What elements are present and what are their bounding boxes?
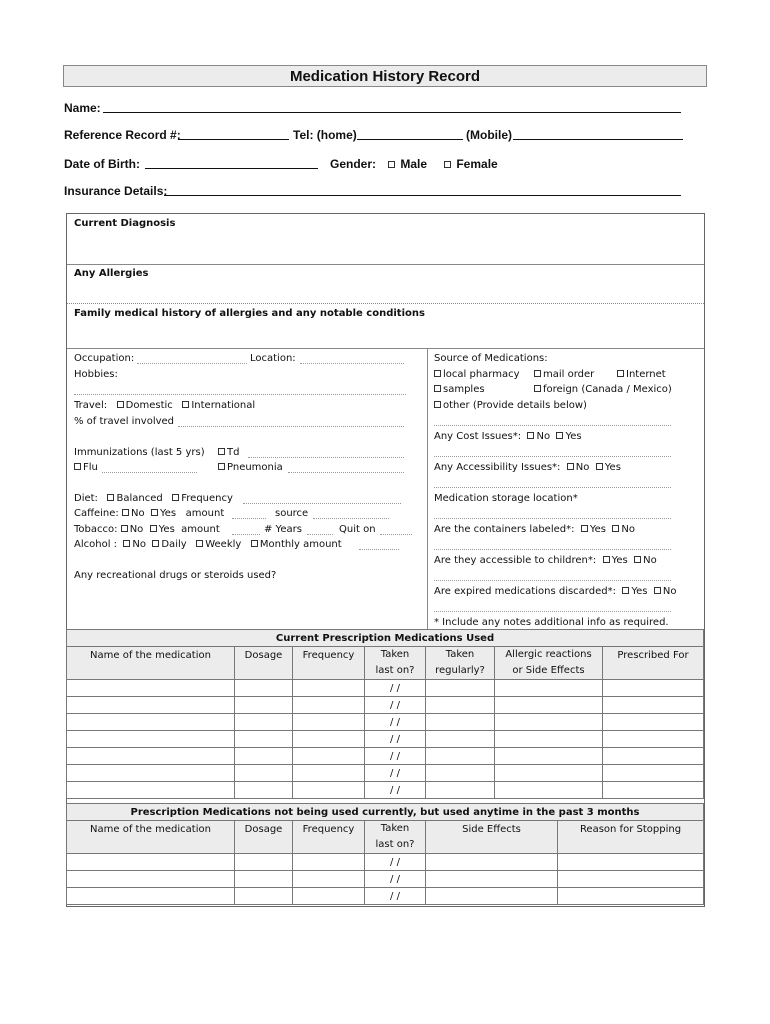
- other-label: other (Provide details below): [443, 400, 587, 411]
- male-option[interactable]: [388, 157, 427, 171]
- checkbox-icon[interactable]: [150, 525, 157, 532]
- no-label: No: [662, 586, 677, 597]
- cell[interactable]: [293, 782, 365, 799]
- cell[interactable]: [293, 871, 365, 888]
- checkbox-icon[interactable]: [251, 540, 258, 547]
- checkbox-icon[interactable]: [434, 401, 441, 408]
- children-row: [434, 554, 657, 567]
- date-cell[interactable]: / /: [365, 765, 426, 782]
- cell[interactable]: [495, 782, 603, 799]
- cell[interactable]: [558, 854, 704, 871]
- cell[interactable]: [235, 714, 293, 731]
- checkbox-icon[interactable]: [534, 385, 541, 392]
- td-field[interactable]: [248, 445, 404, 458]
- cell[interactable]: [67, 782, 235, 799]
- cell[interactable]: [67, 854, 235, 871]
- cell[interactable]: [293, 765, 365, 782]
- checkbox-icon[interactable]: [603, 556, 610, 563]
- cell[interactable]: [426, 888, 558, 905]
- immunizations-label: Immunizations (last 5 yrs): [74, 447, 205, 458]
- percent-travel-field[interactable]: [178, 414, 404, 427]
- international-label: International: [191, 400, 256, 411]
- cell[interactable]: [67, 714, 235, 731]
- travel-row: [74, 399, 255, 412]
- checkbox-icon[interactable]: [444, 161, 451, 168]
- reference-label: Reference Record #:: [64, 128, 181, 142]
- mobile-label: (Mobile): [466, 128, 512, 142]
- cell[interactable]: [67, 680, 235, 697]
- checkbox-icon[interactable]: [612, 525, 619, 532]
- cell[interactable]: [558, 871, 704, 888]
- pneumonia-label: Pneumonia: [227, 462, 283, 473]
- checkbox-icon[interactable]: [122, 509, 129, 516]
- col-prescribed-header: Prescribed For: [603, 647, 704, 680]
- caffeine-amount-field[interactable]: [232, 506, 266, 519]
- reference-field[interactable]: [178, 127, 289, 140]
- checkbox-icon[interactable]: [152, 540, 159, 547]
- past-meds-table: [66, 803, 704, 905]
- cell[interactable]: [495, 680, 603, 697]
- cell[interactable]: [293, 731, 365, 748]
- labeled-label: Are the containers labeled*:: [434, 524, 575, 535]
- cell[interactable]: [293, 748, 365, 765]
- source-meds-label: Source of Medications:: [434, 353, 548, 364]
- table-row: [67, 765, 704, 782]
- yes-label: Yes: [158, 524, 175, 535]
- col-allergic-header: [495, 647, 603, 680]
- pharmacy-option: [434, 368, 520, 381]
- percent-travel-label: % of travel involved: [74, 416, 175, 427]
- cell[interactable]: [235, 697, 293, 714]
- cost-issues-field[interactable]: [434, 444, 671, 457]
- checkbox-icon[interactable]: [196, 540, 203, 547]
- alcohol-label: Alcohol :: [74, 539, 118, 550]
- cell[interactable]: [558, 888, 704, 905]
- cell[interactable]: [603, 697, 704, 714]
- daily-label: Daily: [161, 539, 187, 550]
- checkbox-icon[interactable]: [527, 432, 534, 439]
- mobile-field[interactable]: [513, 127, 683, 140]
- gender-label: Gender:: [330, 157, 377, 171]
- hobbies-field[interactable]: [74, 382, 406, 395]
- female-label: Female: [456, 157, 498, 171]
- name-field[interactable]: [103, 100, 681, 113]
- cell[interactable]: [426, 765, 495, 782]
- no-label: No: [621, 524, 635, 535]
- local-pharmacy-label: local pharmacy: [443, 369, 520, 380]
- occupation-label: Occupation:: [74, 353, 135, 364]
- taken-line-2: last on?: [375, 665, 415, 676]
- caffeine-row: [74, 507, 224, 520]
- date-cell[interactable]: / /: [365, 731, 426, 748]
- internet-label: Internet: [626, 369, 666, 380]
- cell[interactable]: [293, 680, 365, 697]
- amount-label: amount: [185, 508, 225, 519]
- pneumonia-option: [218, 461, 283, 474]
- checkbox-icon[interactable]: [151, 509, 158, 516]
- diet-row: [74, 492, 233, 505]
- table-row: [67, 714, 704, 731]
- any-allergies-label: Any Allergies: [74, 268, 149, 279]
- checkbox-icon[interactable]: [534, 370, 541, 377]
- checkbox-icon[interactable]: [388, 161, 395, 168]
- cell[interactable]: [426, 680, 495, 697]
- cell[interactable]: [235, 888, 293, 905]
- checkbox-icon[interactable]: [617, 370, 624, 377]
- internet-option: [617, 368, 666, 381]
- storage-field[interactable]: [434, 506, 671, 519]
- pneumonia-field[interactable]: [288, 460, 404, 473]
- diet-label: Diet:: [74, 493, 98, 504]
- yes-label: Yes: [589, 524, 606, 535]
- checkbox-icon[interactable]: [434, 370, 441, 377]
- storage-label: Medication storage location*: [434, 493, 578, 504]
- location-label: Location:: [250, 353, 296, 364]
- flu-label: Flu: [83, 462, 98, 473]
- taken-line-2: last on?: [375, 839, 415, 850]
- cell[interactable]: [293, 888, 365, 905]
- checkbox-icon[interactable]: [172, 494, 179, 501]
- past-meds-title: Prescription Medications not being used currently, but used anytime in the past 3 months: [67, 804, 704, 821]
- col-taken-header: [365, 647, 426, 680]
- col-reason-header: Reason for Stopping: [558, 821, 704, 854]
- table-row: [67, 748, 704, 765]
- family-history-label: Family medical history of allergies and any notable conditions: [74, 308, 425, 319]
- balanced-label: Balanced: [116, 493, 163, 504]
- taken-line-1: Taken: [380, 823, 410, 834]
- frequency-label: Frequency: [181, 493, 233, 504]
- alcohol-monthly-field[interactable]: [359, 537, 399, 550]
- cell[interactable]: [495, 714, 603, 731]
- tobacco-label: Tobacco:: [74, 524, 118, 535]
- flu-field[interactable]: [102, 460, 197, 473]
- cell[interactable]: [426, 731, 495, 748]
- notes-footnote: * Include any notes additional info as required.: [434, 617, 669, 628]
- table-row: [67, 680, 704, 697]
- weekly-label: Weekly: [205, 539, 242, 550]
- drugs-label: Any recreational drugs or steroids used?: [74, 570, 277, 581]
- td-option: [218, 446, 239, 459]
- checkbox-icon[interactable]: [107, 494, 114, 501]
- cell[interactable]: [426, 854, 558, 871]
- taken-line-1: Taken: [380, 649, 410, 660]
- divider: [67, 348, 704, 349]
- date-cell[interactable]: / /: [365, 854, 426, 871]
- foreign-option: [534, 383, 672, 396]
- cell[interactable]: [235, 680, 293, 697]
- date-cell[interactable]: / /: [365, 697, 426, 714]
- page-title: Medication History Record: [63, 65, 707, 87]
- col-side-effects-header: Side Effects: [426, 821, 558, 854]
- checkbox-icon[interactable]: [596, 463, 603, 470]
- domestic-label: Domestic: [125, 400, 173, 411]
- table-row: [67, 782, 704, 799]
- cell[interactable]: [426, 714, 495, 731]
- cell[interactable]: [426, 748, 495, 765]
- tobacco-years-field[interactable]: [307, 522, 333, 535]
- cell[interactable]: [67, 731, 235, 748]
- checkbox-icon[interactable]: [218, 463, 225, 470]
- tel-home-label: Tel: (home): [293, 128, 357, 142]
- amount-label: amount: [181, 524, 220, 535]
- col-dosage-header: Dosage: [235, 821, 293, 854]
- labeled-field[interactable]: [434, 537, 671, 550]
- cost-issues-row: [434, 430, 582, 443]
- cell[interactable]: [67, 765, 235, 782]
- col-name-header: Name of the medication: [67, 647, 235, 680]
- diet-frequency-field[interactable]: [243, 491, 401, 504]
- col-name-header: Name of the medication: [67, 821, 235, 854]
- divider: [67, 264, 704, 265]
- yes-label: Yes: [604, 462, 621, 473]
- cell[interactable]: [603, 680, 704, 697]
- foreign-label: foreign (Canada / Mexico): [543, 384, 672, 395]
- checkbox-icon[interactable]: [218, 448, 225, 455]
- yes-label: Yes: [611, 555, 628, 566]
- name-label: Name:: [64, 101, 101, 115]
- caffeine-source-field[interactable]: [313, 506, 389, 519]
- cell[interactable]: [235, 748, 293, 765]
- cell[interactable]: [603, 782, 704, 799]
- location-field[interactable]: [300, 351, 404, 364]
- table-row: [67, 854, 704, 871]
- no-label: No: [129, 524, 144, 535]
- alcohol-row: [74, 538, 342, 551]
- no-label: No: [130, 508, 145, 519]
- cell[interactable]: [67, 888, 235, 905]
- cell[interactable]: [426, 782, 495, 799]
- checkbox-icon[interactable]: [581, 525, 588, 532]
- samples-label: samples: [443, 384, 485, 395]
- checkbox-icon[interactable]: [74, 463, 81, 470]
- cell[interactable]: [67, 697, 235, 714]
- date-cell[interactable]: / /: [365, 714, 426, 731]
- no-label: No: [575, 462, 590, 473]
- male-label: Male: [400, 157, 428, 171]
- travel-label: Travel:: [74, 400, 108, 411]
- insurance-label: Insurance Details:: [64, 184, 168, 198]
- col-taken-header: [365, 821, 426, 854]
- cell[interactable]: [293, 854, 365, 871]
- cell[interactable]: [603, 765, 704, 782]
- cell[interactable]: [603, 748, 704, 765]
- expired-row: [434, 585, 676, 598]
- other-details-field[interactable]: [434, 413, 671, 426]
- no-label: No: [643, 555, 657, 566]
- children-label: Are they accessible to children*:: [434, 555, 597, 566]
- no-label: No: [132, 539, 146, 550]
- checkbox-icon[interactable]: [117, 401, 124, 408]
- cell[interactable]: [67, 871, 235, 888]
- column-divider: [427, 349, 428, 629]
- date-cell[interactable]: / /: [365, 782, 426, 799]
- divider: [67, 303, 704, 304]
- col-frequency-header: Frequency: [293, 821, 365, 854]
- cell[interactable]: [235, 871, 293, 888]
- expired-field[interactable]: [434, 599, 671, 612]
- table-row: [67, 871, 704, 888]
- cell[interactable]: [67, 748, 235, 765]
- current-meds-table: [66, 629, 704, 799]
- regularly-line-1: Taken: [445, 649, 475, 660]
- cost-issues-label: Any Cost Issues*:: [434, 431, 522, 442]
- accessibility-label: Any Accessibility Issues*:: [434, 462, 561, 473]
- checkbox-icon[interactable]: [634, 556, 641, 563]
- allergic-line-1: Allergic reactions: [505, 649, 592, 660]
- accessibility-row: [434, 461, 621, 474]
- cell[interactable]: [495, 765, 603, 782]
- cell[interactable]: [495, 697, 603, 714]
- flu-option: [74, 461, 98, 474]
- checkbox-icon[interactable]: [434, 385, 441, 392]
- checkbox-icon[interactable]: [567, 463, 574, 470]
- hobbies-label: Hobbies:: [74, 369, 118, 380]
- checkbox-icon[interactable]: [556, 432, 563, 439]
- other-option: [434, 399, 587, 412]
- tobacco-amount-field[interactable]: [232, 522, 260, 535]
- dob-label: Date of Birth:: [64, 157, 140, 171]
- labeled-row: [434, 523, 635, 536]
- checkbox-icon[interactable]: [123, 540, 130, 547]
- current-meds-title: Current Prescription Medications Used: [67, 630, 704, 647]
- no-label: No: [536, 431, 551, 442]
- cell[interactable]: [235, 765, 293, 782]
- checkbox-icon[interactable]: [182, 401, 189, 408]
- current-diagnosis-label: Current Diagnosis: [74, 218, 176, 229]
- children-field[interactable]: [434, 568, 671, 581]
- source-label: source: [275, 508, 309, 519]
- insurance-field[interactable]: [164, 183, 681, 196]
- dob-field[interactable]: [145, 156, 318, 169]
- date-cell[interactable]: / /: [365, 748, 426, 765]
- cell[interactable]: [293, 714, 365, 731]
- cell[interactable]: [235, 731, 293, 748]
- regularly-line-2: regularly?: [435, 665, 485, 676]
- caffeine-label: Caffeine:: [74, 508, 119, 519]
- cell[interactable]: [603, 731, 704, 748]
- col-regularly-header: [426, 647, 495, 680]
- table-row: [67, 731, 704, 748]
- tel-home-field[interactable]: [357, 127, 463, 140]
- cell[interactable]: [426, 697, 495, 714]
- female-option[interactable]: [444, 157, 498, 171]
- yes-label: Yes: [159, 508, 177, 519]
- table-row: [67, 697, 704, 714]
- cell[interactable]: [495, 748, 603, 765]
- years-label: # Years: [264, 524, 302, 535]
- cell[interactable]: [426, 871, 558, 888]
- tobacco-row: [74, 523, 220, 536]
- table-header-row: [67, 647, 704, 680]
- accessibility-field[interactable]: [434, 475, 671, 488]
- checkbox-icon[interactable]: [121, 525, 128, 532]
- yes-label: Yes: [631, 586, 648, 597]
- samples-option: [434, 383, 485, 396]
- cell[interactable]: [603, 714, 704, 731]
- occupation-field[interactable]: [137, 351, 247, 364]
- td-label: Td: [227, 447, 240, 458]
- yes-label: Yes: [565, 431, 582, 442]
- col-dosage-header: Dosage: [235, 647, 293, 680]
- checkbox-icon[interactable]: [622, 587, 629, 594]
- col-frequency-header: Frequency: [293, 647, 365, 680]
- mail-order-label: mail order: [543, 369, 595, 380]
- table-row: [67, 888, 704, 905]
- allergic-line-2: or Side Effects: [512, 665, 585, 676]
- quit-on-field[interactable]: [380, 522, 412, 535]
- mail-order-option: [534, 368, 594, 381]
- date-cell[interactable]: / /: [365, 871, 426, 888]
- date-cell[interactable]: / /: [365, 680, 426, 697]
- cell[interactable]: [235, 782, 293, 799]
- checkbox-icon[interactable]: [654, 587, 661, 594]
- date-cell[interactable]: / /: [365, 888, 426, 905]
- expired-label: Are expired medications discarded*:: [434, 586, 616, 597]
- cell[interactable]: [235, 854, 293, 871]
- cell[interactable]: [293, 697, 365, 714]
- table-header-row: [67, 821, 704, 854]
- quit-on-label: Quit on: [339, 524, 376, 535]
- cell[interactable]: [495, 731, 603, 748]
- monthly-amount-label: Monthly amount: [259, 539, 342, 550]
